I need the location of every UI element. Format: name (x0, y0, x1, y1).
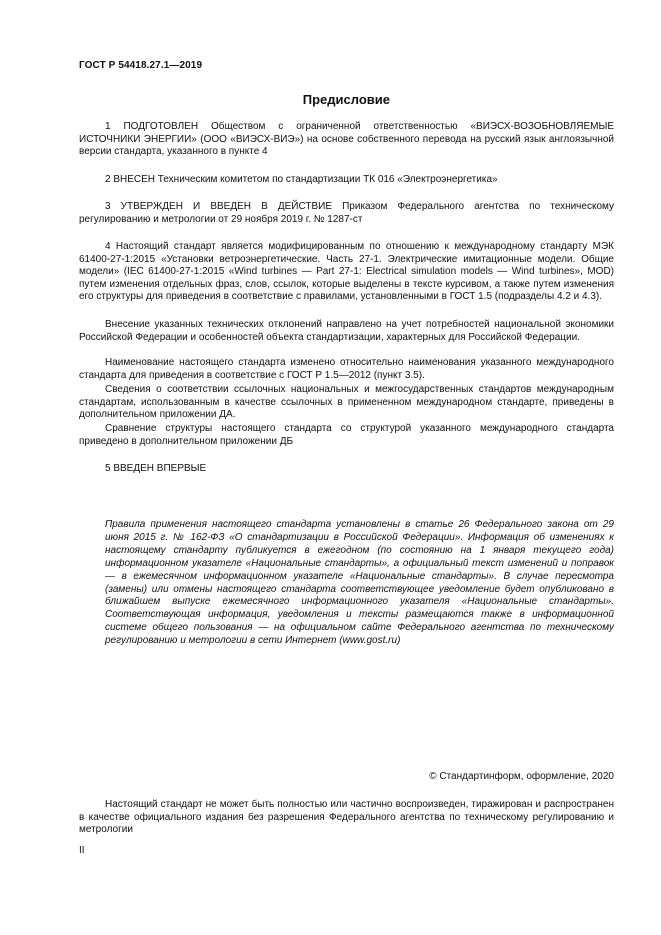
paragraph-deviations: Внесение указанных технических отклонений направлено на учет потребностей национальной экономики Российской Федерации и особенностей объекта стандартизации, характерных для Российской Федерации. (79, 319, 614, 343)
paragraph-title-change: Наименование настоящего стандарта изменено относительно наименования указанного международного стандарта для приведения в соответствие с ГОСТ Р 1.5—2012 (пункт 3.5). (79, 357, 614, 381)
paragraph-approved: 3 УТВЕРЖДЕН И ВВЕДЕН В ДЕЙСТВИЕ Приказом Федерального агентства по техническому регулированию и метрологии от 29 ноября 2019 г. № 1287-ст (79, 201, 614, 225)
reproduction-notice: Настоящий стандарт не может быть полностью или частично воспроизведен, тиражирован и распространен в качестве официального издания без разрешения Федерального агентства по техническому регулированию и метрологии (79, 799, 614, 836)
page-number: II (79, 845, 85, 856)
rules-notice: Правила применения настоящего стандарта установлены в статье 26 Федерального закона от 29 июня 2015 г. № 162-ФЗ «О стандартизации в Российской Федерации». Информация об изменениях к настоящему стандарту публикуется в ежегодном (по состоянию на 1 января текущего года) информационном указателе «Национальные стандарты», а официальный текст изменений и поправок — в ежемесячном информационном указателе «Национальные стандарты». В случае пересмотра (замены) или отмены настоящего стандарта соответствующее уведомление будет опубликовано в ближайшем выпуске ежемесячного информационного указателя «Национальные стандарты». Соответствующая информация, уведомления и тексты размещаются также в информационной системе общего пользования — на официальном сайте Федерального агентства по техническому регулированию и метрологии в сети Интернет (www.gost.ru) (105, 519, 614, 647)
paragraph-modification: 4 Настоящий стандарт является модифицированным по отношению к международному стандарту МЭК 61400-27-1:2015 «Установки ветроэнергетические. Часть 27-1. Электрические имитационные модели. Общие модели» (IEC 61400-27-1:2015 «Wind turbines — Part 27-1: Electrical simulation models — Wind turbines», MOD) путем изменения отдельных фраз, слов, ссылок, которые выделены в тексте курсивом, а также путем изменения его структуры для приведения в соответствие с правилами, установленными в ГОСТ 1.5 (подразделы 4.2 и 4.3). (79, 241, 614, 303)
paragraph-introduced-by: 2 ВНЕСЕН Техническим комитетом по стандартизации ТК 016 «Электроэнергетика» (105, 174, 498, 185)
paragraph-structure: Сравнение структуры настоящего стандарта со структурой указанного международного стандарта приведено в дополнительном приложении ДБ (79, 423, 614, 447)
paragraph-references: Сведения о соответствии ссылочных национальных и межгосударственных стандартов международным стандартам, использованным в качестве ссылочных в примененном международном стандарте, приведены в дополнительном приложении ДА. (79, 384, 614, 421)
document-code: ГОСТ Р 54418.27.1—2019 (79, 60, 203, 71)
copyright-line: © Стандартинформ, оформление, 2020 (429, 771, 614, 782)
page-title: Предисловие (302, 92, 390, 107)
paragraph-first-introduced: 5 ВВЕДЕН ВПЕРВЫЕ (105, 463, 207, 474)
paragraph-prepared-by: 1 ПОДГОТОВЛЕН Обществом с ограниченной ответственностью «ВИЭСХ-ВОЗОБНОВЛЯЕМЫЕ ИСТОЧНИКИ ЭНЕРГИИ» (ООО «ВИЭСХ-ВИЭ») на основе собственного перевода на русский язык англоязычной версии стандарта, указанного в пункте 4 (79, 121, 614, 158)
